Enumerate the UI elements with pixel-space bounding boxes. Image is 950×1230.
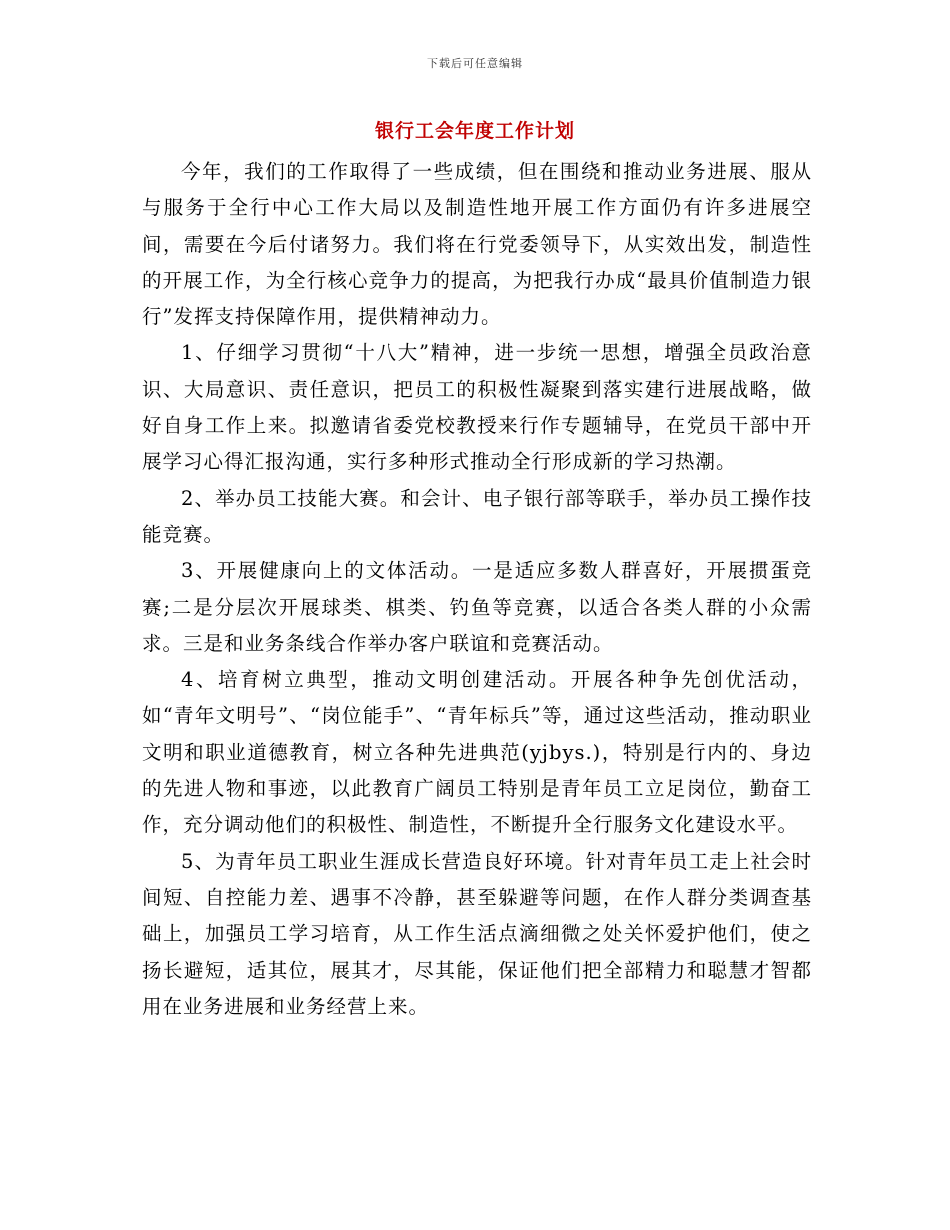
document-title: 银行工会年度工作计划 bbox=[374, 120, 575, 142]
paragraph-item-1: 1、仔细学习贯彻“十八大”精神，进一步统一思想，增强全员政治意识、大局意识、责任意识，把员工的积极性凝聚到落实建行进展战略，做好自身工作上来。拟邀请省委党校教授来行作专题辅导，在党员干部中开展学习心得汇报沟通，实行多种形式推动全行形成新的学习热潮。 bbox=[142, 341, 812, 474]
paragraph-item-3: 3、开展健康向上的文体活动。一是适应多数人群喜好，开展掼蛋竞赛;二是分层次开展球类、棋类、钓鱼等竞赛，以适合各类人群的小众需求。三是和业务条线合作举办客户联谊和竞赛活动。 bbox=[142, 559, 812, 655]
paragraph-intro: 今年，我们的工作取得了一些成绩，但在围绕和推动业务进展、服从与服务于全行中心工作大局以及制造性地开展工作方面仍有许多进展空间，需要在今后付诸努力。我们将在行党委领导下，从实效出发，制造性的开展工作，为全行核心竞争力的提高，为把我行办成“最具价值制造力银行”发挥支持保障作用，提供精神动力。 bbox=[142, 160, 812, 329]
header-note: 下载后可任意编辑 bbox=[427, 57, 523, 70]
paragraph-item-2: 2、举办员工技能大赛。和会计、电子银行部等联手，举办员工操作技能竞赛。 bbox=[142, 486, 812, 546]
paragraph-item-4: 4、培育树立典型，推动文明创建活动。开展各种争先创优活动，如“青年文明号”、“岗位能手”、“青年标兵”等，通过这些活动，推动职业文明和职业道德教育，树立各种先进典范(yjbys.)，特别是行内的、身边的先进人物和事迹，以此教育广阔员工特别是青年员工立足岗位，勤奋工作，充分调动他们的积极性、制造性，不断提升全行服务文化建设水平。 bbox=[142, 668, 812, 837]
document-body bbox=[142, 154, 812, 1025]
paragraph-item-5: 5、为青年员工职业生涯成长营造良好环境。针对青年员工走上社会时间短、自控能力差、遇事不冷静，甚至躲避等问题，在作人群分类调查基础上，加强员工学习培育，从工作生活点滴细微之处关怀爱护他们，使之扬长避短，适其位，展其才，尽其能，保证他们把全部精力和聪慧才智都用在业务进展和业务经营上来。 bbox=[142, 849, 812, 1018]
